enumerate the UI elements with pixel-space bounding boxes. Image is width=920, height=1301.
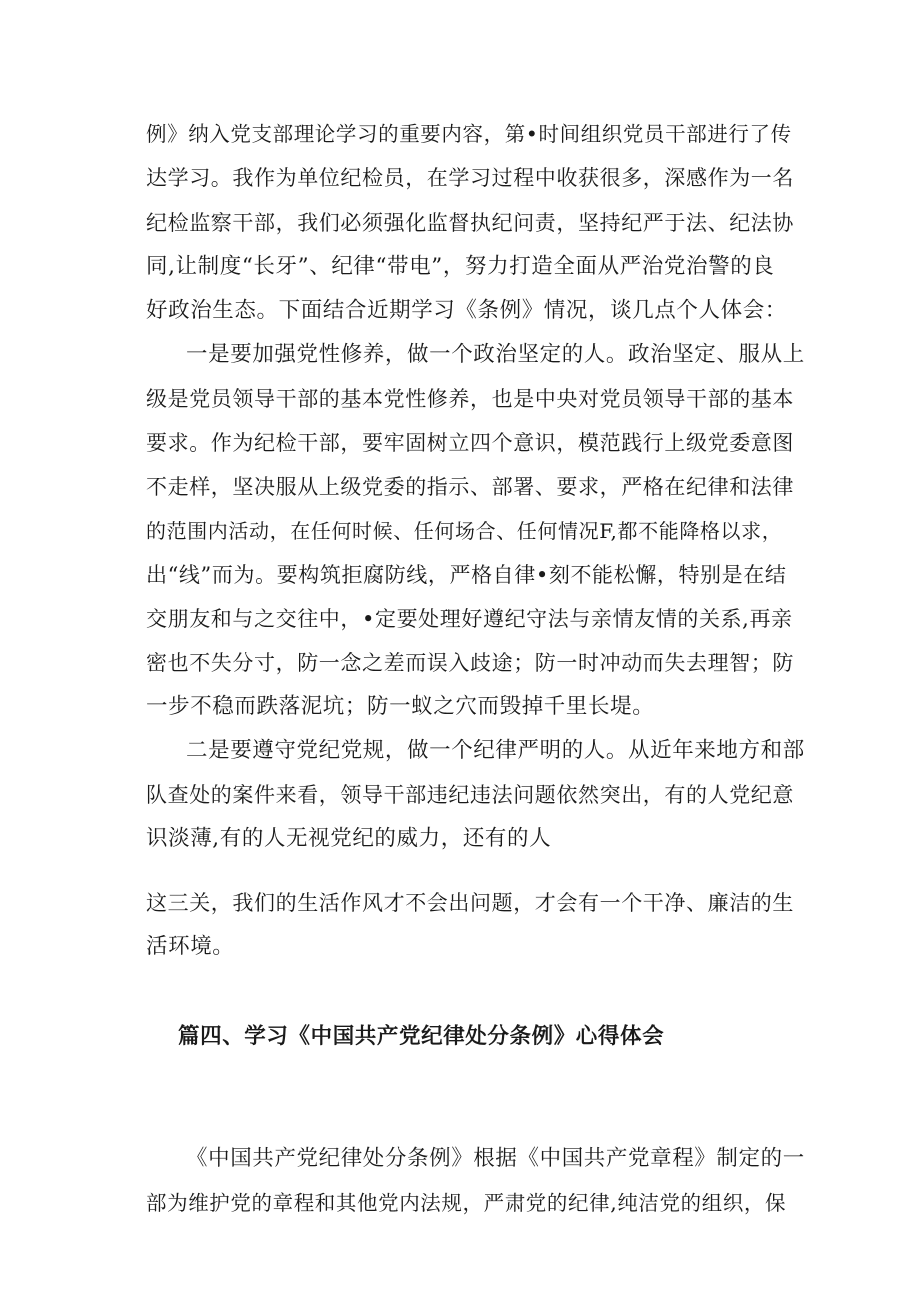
paragraph-line: 不走样，坚决服从上级党委的指示、部署、要求，严格在纪律和法律 [146,475,794,499]
paragraph-line: 的范围内活动，在任何时候、任何场合、任何情况F,都不能降格以求， [146,519,783,543]
paragraph-line: 一是要加强党性修养，做一个政治坚定的人。政治坚定、服从上 [186,342,805,367]
section-heading: 篇四、学习《中国共产党纪律处分条例》心得体会 [178,1024,665,1049]
paragraph-line: 纪检监察干部，我们必须强化监督执纪问责，坚持纪严于法、纪法协 [146,211,794,235]
paragraph-line: 密也不失分寸，防一念之差而误入歧途；防一时冲动而失去理智；防 [146,651,794,675]
paragraph-line: 识淡薄,有的人无视党纪的威力，还有的人 [146,826,552,851]
paragraph-line: 《中国共产党纪律处分条例》根据《中国共产党章程》制定的一 [186,1146,805,1171]
paragraph-line: 好政治生态。下面结合近期学习《条例》情况，谈几点个人体会： [146,298,787,323]
paragraph-line: 活环境。 [146,934,235,959]
paragraph-line: 队查处的案件来看，领导干部违纪违法问题依然突出，有的人党纪意 [146,783,794,807]
paragraph-line: 交朋友和与之交往中，•定要处理好遵纪守法与亲情友情的关系,再亲 [146,607,793,631]
paragraph-line: 级是党员领导干部的基本党性修养，也是中央对党员领导干部的基本 [146,387,794,411]
paragraph-line: 要求。作为纪检干部，要牢固树立四个意识，模范践行上级党委意图 [146,431,794,455]
paragraph-line: 一步不稳而跌落泥坑；防一蚁之穴而毁掉千里长堤。 [146,694,655,719]
paragraph-line: 出“线”而为。要构筑拒腐防线，严格自律•刻不能松懈，特别是在结 [146,563,787,587]
paragraph-line: 部为维护党的章程和其他党内法规，严肃党的纪律,纯洁党的组织，保 [146,1191,787,1215]
paragraph-line: 这三关，我们的生活作风才不会出问题，才会有一个干净、廉洁的生 [146,891,794,915]
paragraph-line: 同,让制度“长牙”、纪律“带电”，努力打造全面从严治党治警的良 [146,254,775,279]
paragraph-line: 例》纳入党支部理论学习的重要内容，第•时间组织党员干部进行了传 [146,122,792,146]
paragraph-line: 达学习。我作为单位纪检员，在学习过程中收获很多，深感作为一名 [146,166,794,190]
paragraph-line: 二是要遵守党纪党规，做一个纪律严明的人。从近年来地方和部 [186,738,805,763]
